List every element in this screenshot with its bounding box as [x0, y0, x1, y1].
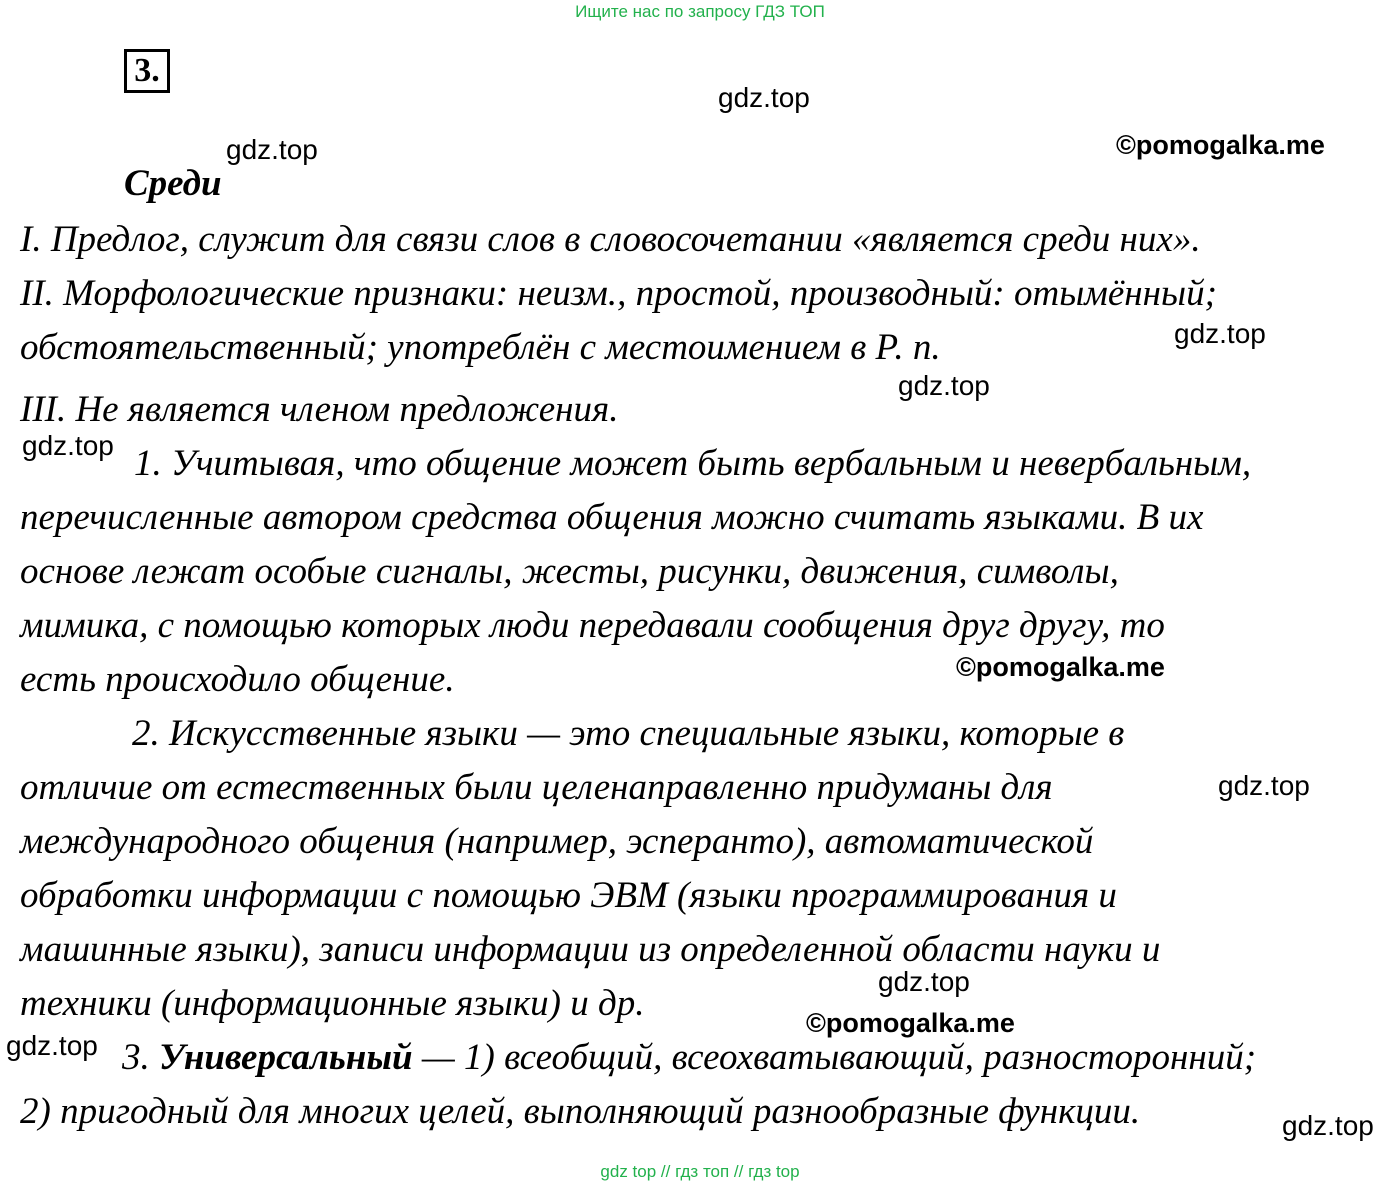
watermark-gdz: gdz.top: [1174, 318, 1266, 349]
text-line: II. Морфологические признаки: неизм., простой, производный: отымённый;: [20, 273, 1217, 314]
defined-term: Универсальный: [159, 1037, 413, 1078]
watermark-gdz: gdz.top: [718, 82, 810, 113]
watermark-gdz: gdz.top: [898, 370, 990, 401]
text-line: обстоятельственный; употреблён с местоимением в Р. п.: [20, 327, 941, 368]
text-line: отличие от естественных были целенаправленно придуманы для: [20, 767, 1053, 808]
footer-watermark: gdz top // гдз топ // гдз top: [600, 1162, 800, 1181]
watermark-pomogalka: ©pomogalka.me: [1116, 130, 1325, 160]
watermark-gdz: gdz.top: [226, 134, 318, 165]
text-line: есть происходило общение.: [20, 659, 455, 700]
watermark-gdz: gdz.top: [22, 430, 114, 461]
text-line: перечисленные автором средства общения можно считать языками. В их: [20, 497, 1204, 538]
watermark-pomogalka: ©pomogalka.me: [956, 652, 1165, 682]
text-line: машинные языки), записи информации из определенной области науки и: [20, 929, 1161, 970]
watermark-gdz: gdz.top: [6, 1030, 98, 1061]
text-line: 2. Искусственные языки — это специальные языки, которые в: [132, 713, 1125, 754]
watermark-gdz: gdz.top: [1218, 770, 1310, 801]
watermark-gdz: gdz.top: [1282, 1110, 1374, 1141]
watermark-pomogalka: ©pomogalka.me: [806, 1008, 1015, 1038]
text-line: основе лежат особые сигналы, жесты, рисунки, движения, символы,: [20, 551, 1119, 592]
text-line: международного общения (например, эсперанто), автоматической: [20, 821, 1094, 862]
text-line: техники (информационные языки) и др.: [20, 983, 645, 1024]
text-line: I. Предлог, служит для связи слов в словосочетании «является среди них».: [20, 219, 1201, 260]
definition-text: — 1) всеобщий, всеохватывающий, разносторонний;: [412, 1037, 1257, 1078]
text-line: мимика, с помощью которых люди передавали сообщения друг другу, то: [20, 605, 1165, 646]
watermark-gdz: gdz.top: [878, 966, 970, 997]
item-number: 3.: [122, 1037, 150, 1078]
text-line: III. Не является членом предложения.: [20, 389, 619, 430]
definition-continuation: 2) пригодный для многих целей, выполняющий разнообразные функции.: [20, 1091, 1141, 1132]
text-line: обработки информации с помощью ЭВМ (языки программирования и: [20, 875, 1117, 916]
top-banner: Ищите нас по запросу ГДЗ ТОП: [575, 2, 825, 21]
definition-line: [122, 1036, 1256, 1079]
section-heading: Среди: [124, 163, 222, 204]
text-line: 1. Учитывая, что общение может быть вербальным и невербальным,: [134, 443, 1252, 484]
task-number-box: 3.: [124, 49, 170, 93]
